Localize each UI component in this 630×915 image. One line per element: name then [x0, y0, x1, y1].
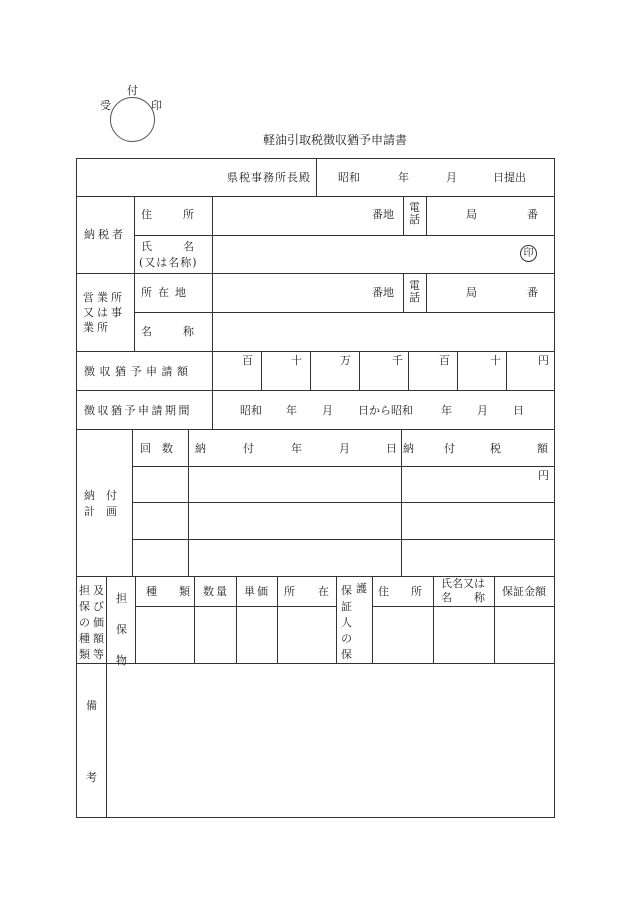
plan-label-2: 計 画 [84, 505, 117, 518]
guarantor-name-header-1: 氏名又は [441, 577, 485, 590]
amount-unit: 万 [340, 354, 351, 367]
collateral-qty-header: 数量 [203, 585, 229, 598]
form-title: 軽油引取税徴収猶予申請書 [262, 133, 407, 147]
taxpayer-phone-label: 電話 [409, 201, 420, 226]
business-banchi: 番地 [372, 286, 394, 299]
rule [76, 196, 555, 197]
amount-unit: 百 [242, 354, 253, 367]
office-label: 県税事務所長殿 [227, 171, 311, 184]
period-month-to: 月 [477, 404, 488, 417]
rule [506, 351, 507, 390]
business-name-label: 名 称 [141, 325, 197, 338]
remarks-label-1: 備 [86, 699, 97, 712]
taxpayer-ban: 番 [527, 208, 538, 221]
rule [372, 576, 373, 663]
rule [132, 539, 555, 540]
guarantor-label: 保 証 人 の 保 [341, 584, 352, 661]
rule [194, 576, 195, 663]
stamp-right: 印 [151, 99, 162, 112]
taxpayer-kyoku: 局 [466, 208, 477, 221]
collateral-unit-price-header: 単価 [244, 585, 270, 598]
guarantor-label-top: 護 [356, 582, 367, 595]
collateral-kind-header: 種 類 [146, 585, 190, 598]
guarantor-address-header: 住 所 [378, 585, 422, 598]
business-label-3: 業所 [83, 321, 111, 334]
stamp-left: 受 [100, 99, 111, 112]
submit-day: 日提出 [493, 171, 526, 184]
rule [316, 158, 317, 196]
rule [261, 351, 262, 390]
rule [212, 351, 213, 429]
plan-pay-header: 納 [195, 442, 206, 455]
rule [134, 196, 135, 351]
taxpayer-banchi: 番地 [372, 208, 394, 221]
taxpayer-label: 納税者 [84, 228, 126, 241]
plan-label-1: 納 付 [84, 489, 117, 502]
rule [433, 576, 434, 663]
plan-yen: 円 [538, 469, 549, 482]
seal-mark: 印 [520, 245, 537, 262]
rule [359, 351, 360, 390]
submit-year: 年 [398, 171, 409, 184]
rule [212, 196, 213, 351]
rule [426, 273, 427, 312]
rule [401, 429, 402, 576]
plan-tax-header: 額 [537, 442, 548, 455]
rule [403, 273, 404, 312]
business-ban: 番 [527, 286, 538, 299]
guarantee-amount-header: 保証金額 [502, 585, 546, 598]
rule [76, 351, 555, 352]
rule [76, 429, 555, 430]
submit-era: 昭和 [338, 171, 360, 184]
rule [336, 576, 337, 663]
submit-month: 月 [446, 171, 457, 184]
plan-month-header: 月 [339, 442, 350, 455]
rule [135, 576, 136, 663]
rule [132, 502, 555, 503]
collateral-object-label: 担 保 物 [116, 592, 127, 667]
stamp-top: 付 [127, 84, 138, 97]
plan-day-header: 日 [386, 442, 397, 455]
rule [134, 235, 555, 236]
period-month-from: 月 [322, 404, 333, 417]
rule [76, 663, 555, 664]
guarantor-name-header-2: 名 称 [441, 591, 485, 604]
rule [76, 390, 555, 391]
plan-tax-header: 納 [403, 442, 414, 455]
amount-unit: 十 [490, 354, 501, 367]
plan-pay-header-2: 付 [243, 442, 254, 455]
rule [457, 351, 458, 390]
amount-unit: 十 [291, 354, 302, 367]
period-day-from: 日から昭和 [358, 404, 413, 417]
remarks-label-2: 考 [86, 771, 97, 784]
plan-year-header: 年 [291, 442, 302, 455]
business-location-label: 所在地 [141, 286, 192, 299]
rule [403, 196, 404, 235]
rule [236, 576, 237, 663]
plan-tax-header: 付 [444, 442, 455, 455]
business-label-1: 営業所 [83, 291, 125, 304]
amount-unit: 千 [392, 354, 403, 367]
plan-tax-header: 税 [490, 442, 501, 455]
period-day-to: 日 [513, 404, 524, 417]
amount-unit: 円 [538, 354, 549, 367]
rule [188, 429, 189, 576]
rule [134, 312, 555, 313]
period-era-from: 昭和 [240, 404, 262, 417]
rule [132, 466, 555, 467]
business-kyoku: 局 [466, 286, 477, 299]
rule [408, 351, 409, 390]
rule [310, 351, 311, 390]
collateral-location-header-2: 在 [318, 585, 329, 598]
taxpayer-address-label: 住 所 [141, 208, 197, 221]
rule [277, 576, 278, 663]
taxpayer-name-alt: (又は名称) [139, 256, 198, 269]
taxpayer-name-label: 氏 名 [141, 240, 197, 253]
rule [494, 576, 495, 663]
amount-label: 徴収猶予申請額 [84, 365, 193, 378]
business-phone-label: 電話 [409, 279, 420, 304]
business-label-2: 又は事 [83, 306, 125, 319]
rule [76, 273, 555, 274]
period-label: 徴収猶予申請期間 [84, 404, 192, 417]
collateral-location-header-1: 所 [284, 585, 295, 598]
plan-count-header: 回 数 [140, 442, 173, 455]
collateral-label-col1: 担 保 の 種 類 [79, 584, 90, 661]
amount-unit: 百 [439, 354, 450, 367]
rule [426, 196, 427, 235]
period-year-from: 年 [286, 404, 297, 417]
rule [372, 606, 555, 607]
collateral-label-col2: 及 び 価 額 等 [93, 584, 104, 661]
period-year-to: 年 [441, 404, 452, 417]
rule [132, 429, 133, 576]
rule [106, 576, 107, 818]
